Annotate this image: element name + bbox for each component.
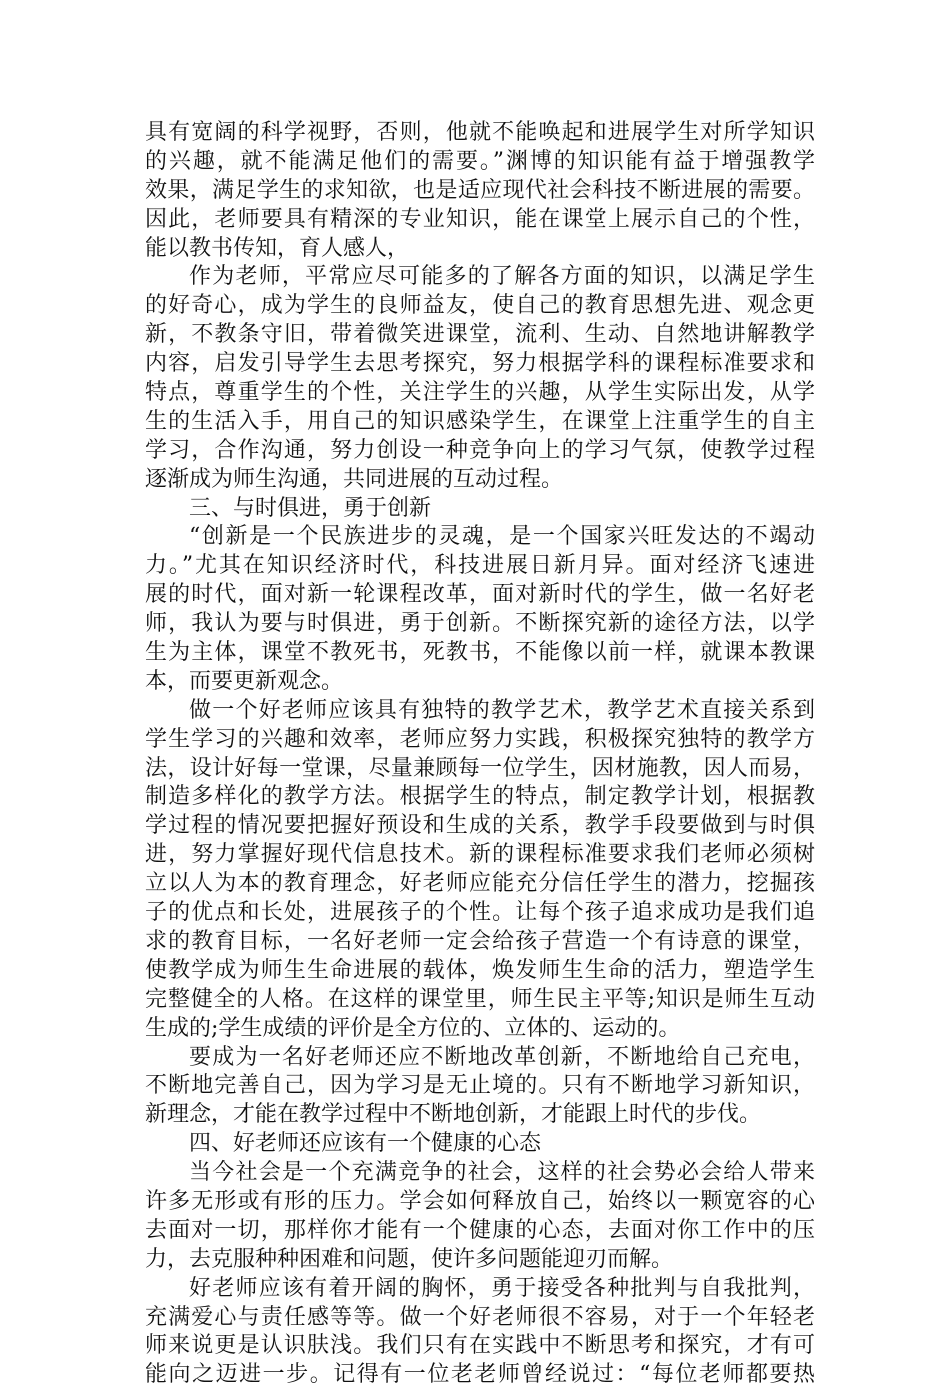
- text-line: 不断地完善自己，因为学习是无止境的。只有不断地学习新知识，: [145, 1073, 815, 1099]
- text-line: 的好奇心，成为学生的良师益友，使自己的教育思想先进、观念更: [145, 293, 815, 319]
- text-line: 生的生活入手，用自己的知识感染学生，在课堂上注重学生的自主: [145, 408, 815, 434]
- text-line: 法，设计好每一堂课，尽量兼顾每一位学生，因材施教，因人而易，: [145, 755, 815, 781]
- text-line: 新，不教条守旧，带着微笑进课堂，流利、生动、自然地讲解教学: [145, 322, 815, 348]
- text-line: 好老师应该有着开阔的胸怀，勇于接受各种批判与自我批判，: [189, 1275, 815, 1301]
- text-line: 师，我认为要与时俱进，勇于创新。不断探究新的途径方法，以学: [145, 611, 815, 637]
- text-line: 的兴趣，就不能满足他们的需要。”渊博的知识能有益于增强教学: [145, 148, 815, 174]
- text-line: 特点，尊重学生的个性，关注学生的兴趣，从学生实际出发，从学: [145, 380, 815, 406]
- text-line: 许多无形或有形的压力。学会如何释放自己，始终以一颗宽容的心: [145, 1188, 815, 1214]
- text-line: “创新是一个民族进步的灵魂，是一个国家兴旺发达的不竭动: [189, 524, 815, 550]
- text-line: 生成的;学生成绩的评价是全方位的、立体的、运动的。: [145, 1015, 681, 1041]
- text-line: 充满爱心与责任感等等。做一个好老师很不容易，对于一个年轻老: [145, 1304, 815, 1330]
- text-line: 师来说更是认识肤浅。我们只有在实践中不断思考和探究，才有可: [145, 1333, 815, 1359]
- text-line: 新理念，才能在教学过程中不断地创新，才能跟上时代的步伐。: [145, 1102, 762, 1128]
- text-line: 效果，满足学生的求知欲，也是适应现代社会科技不断进展的需要。: [145, 177, 815, 203]
- text-line: 生为主体，课堂不教死书，死教书，不能像以前一样，就课本教课: [145, 640, 815, 666]
- text-line: 要成为一名好老师还应不断地改革创新，不断地给自己充电，: [189, 1044, 815, 1070]
- text-line: 完整健全的人格。在这样的课堂里，师生民主平等;知识是师生互动: [145, 986, 815, 1012]
- document-body: [145, 119, 815, 1390]
- text-line: 因此，老师要具有精深的专业知识，能在课堂上展示自己的个性，: [145, 206, 815, 232]
- text-line: 学习，合作沟通，努力创设一种竞争向上的学习气氛，使教学过程: [145, 437, 815, 463]
- text-line: 作为老师，平常应尽可能多的了解各方面的知识，以满足学生: [189, 264, 815, 290]
- text-line: 立以人为本的教育理念，好老师应能充分信任学生的潜力，挖掘孩: [145, 871, 815, 897]
- text-line: 做一个好老师应该具有独特的教学艺术，教学艺术直接关系到: [189, 697, 815, 723]
- text-line: 使教学成为师生生命进展的载体，焕发师生生命的活力，塑造学生: [145, 957, 815, 983]
- text-line: 逐渐成为师生沟通，共同进展的互动过程。: [145, 466, 564, 492]
- text-line: 子的优点和长处，进展孩子的个性。让每个孩子追求成功是我们追: [145, 900, 815, 926]
- text-line: 力。”尤其在知识经济时代，科技进展日新月异。面对经济飞速进: [145, 553, 815, 579]
- text-line: 展的时代，面对新一轮课程改革，面对新时代的学生，做一名好老: [145, 582, 815, 608]
- text-line: 当今社会是一个充满竞争的社会，这样的社会势必会给人带来: [189, 1160, 815, 1186]
- text-line: 本，而要更新观念。: [145, 668, 344, 694]
- text-line: 能以教书传知，育人感人，: [145, 235, 410, 261]
- text-line: 能向之迈进一步。记得有一位老老师曾经说过：“每位老师都要热: [145, 1362, 815, 1388]
- text-line: 具有宽阔的科学视野，否则，他就不能唤起和进展学生对所学知识: [145, 120, 815, 145]
- text-line: 求的教育目标，一名好老师一定会给孩子营造一个有诗意的课堂，: [145, 928, 815, 954]
- text-line: 学过程的情况要把握好预设和生成的关系，教学手段要做到与时俱: [145, 813, 815, 839]
- text-line: 进，努力掌握好现代信息技术。新的课程标准要求我们老师必须树: [145, 842, 815, 868]
- text-line: 制造多样化的教学方法。根据学生的特点，制定教学计划，根据教: [145, 784, 815, 810]
- text-line: 学生学习的兴趣和效率，老师应努力实践，积极探究独特的教学方: [145, 726, 815, 752]
- text-line: 三、与时俱进，勇于创新: [189, 495, 432, 521]
- text-line: 力，去克服种种困难和问题，使许多问题能迎刃而解。: [145, 1246, 674, 1272]
- text-line: 内容，启发引导学生去思考探究，努力根据学科的课程标准要求和: [145, 351, 815, 377]
- text-line: 四、好老师还应该有一个健康的心态: [189, 1131, 542, 1157]
- text-line: 去面对一切，那样你才能有一个健康的心态，去面对你工作中的压: [145, 1217, 815, 1243]
